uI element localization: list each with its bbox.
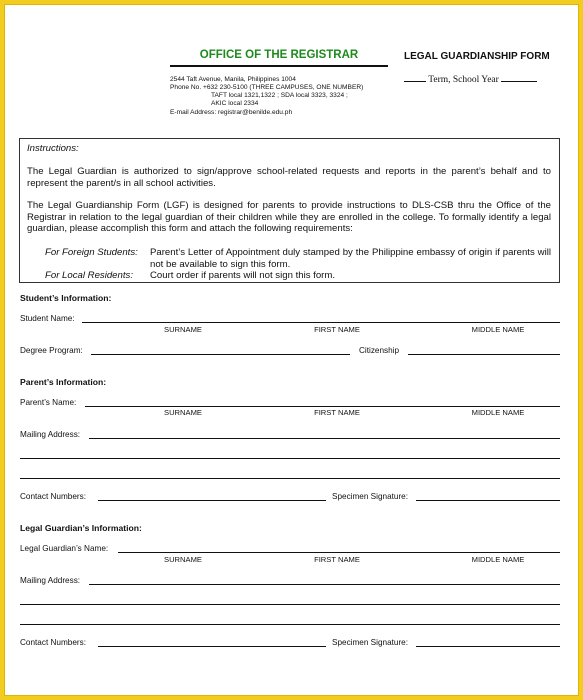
student-first-name-caption: FIRST NAME: [314, 325, 360, 334]
term-blank[interactable]: [404, 81, 426, 82]
parent-mailing-label: Mailing Address:: [20, 430, 81, 439]
instructions-para-2: The Legal Guardianship Form (LGF) is designed for parents to provide instructions to DLS-CSB thru the Office of the Registrar in relation to the legal guardian of their children while they are enrolled in the college. To formally identify a legal guardian, please accomplish this form and attach the following requirements:: [27, 200, 551, 234]
guardian-mailing-field-1[interactable]: [89, 584, 560, 585]
parent-specimen-label: Specimen Signature:: [332, 492, 409, 501]
student-surname-caption: SURNAME: [164, 325, 202, 334]
foreign-students-text: Parent’s Letter of Appointment duly stamped by the Philippine embassy of origin if parents will not be available to sign this form.: [150, 247, 551, 270]
term-label: Term, School Year: [428, 75, 499, 85]
foreign-students-label: For Foreign Students:: [45, 247, 138, 258]
parent-info-heading: Parent’s Information:: [20, 377, 107, 387]
term-school-year: [404, 75, 537, 85]
citizenship-field[interactable]: [408, 354, 560, 355]
guardian-mailing-field-2[interactable]: [20, 604, 560, 605]
instructions-box: [19, 138, 560, 283]
phone-line: Phone No. +632 230-5100 (THREE CAMPUSES, ONE NUMBER): [170, 84, 364, 91]
citizenship-label: Citizenship: [359, 346, 400, 355]
instructions-para-1: The Legal Guardian is authorized to sign/approve school-related requests and reports in the parent’s behalf and to represent the parent/s in all school activities.: [27, 166, 551, 189]
student-middle-name-caption: MIDDLE NAME: [471, 325, 525, 334]
guardian-middle-name-caption: MIDDLE NAME: [471, 555, 525, 564]
school-year-blank[interactable]: [501, 81, 537, 82]
parent-mailing-field-1[interactable]: [89, 438, 560, 439]
parent-mailing-field-3[interactable]: [20, 478, 560, 479]
email-line: E-mail Address: registrar@benilde.edu.ph: [170, 109, 293, 116]
parent-contact-field[interactable]: [98, 500, 326, 501]
parent-name-field[interactable]: [85, 406, 560, 407]
guardian-first-name-caption: FIRST NAME: [314, 555, 360, 564]
instructions-heading: Instructions:: [27, 143, 79, 154]
guardian-surname-caption: SURNAME: [164, 555, 202, 564]
guardian-contact-field[interactable]: [98, 646, 326, 647]
guardian-name-field[interactable]: [118, 552, 560, 553]
parent-first-name-caption: FIRST NAME: [314, 408, 360, 417]
local-line-2: AKIC local 2334: [211, 100, 259, 107]
guardian-contact-label: Contact Numbers:: [20, 638, 86, 647]
parent-middle-name-caption: MIDDLE NAME: [471, 408, 525, 417]
guardian-specimen-field[interactable]: [416, 646, 560, 647]
guardian-name-label: Legal Guardian’s Name:: [20, 544, 109, 553]
office-title: OFFICE OF THE REGISTRAR: [170, 49, 388, 67]
guardian-mailing-label: Mailing Address:: [20, 576, 81, 585]
guardian-specimen-label: Specimen Signature:: [332, 638, 409, 647]
form-title: LEGAL GUARDIANSHIP FORM: [404, 51, 550, 62]
parent-contact-label: Contact Numbers:: [20, 492, 86, 501]
student-name-label: Student Name:: [20, 314, 75, 323]
local-residents-text: Court order if parents will not sign this form.: [150, 270, 336, 281]
degree-program-label: Degree Program:: [20, 346, 83, 355]
guardian-mailing-field-3[interactable]: [20, 624, 560, 625]
parent-surname-caption: SURNAME: [164, 408, 202, 417]
guardian-info-heading: Legal Guardian’s Information:: [20, 523, 142, 533]
local-residents-label: For Local Residents:: [45, 270, 133, 281]
form-page: [4, 4, 579, 696]
parent-specimen-field[interactable]: [416, 500, 560, 501]
address-line: 2544 Taft Avenue, Manila, Philippines 1004: [170, 76, 296, 83]
student-name-field[interactable]: [82, 322, 560, 323]
local-line-1: TAFT local 1321,1322 ; SDA local 3323, 3324 ;: [211, 92, 348, 99]
student-info-heading: Student’s Information:: [20, 293, 112, 303]
parent-mailing-field-2[interactable]: [20, 458, 560, 459]
parent-name-label: Parent’s Name:: [20, 398, 77, 407]
degree-program-field[interactable]: [91, 354, 350, 355]
